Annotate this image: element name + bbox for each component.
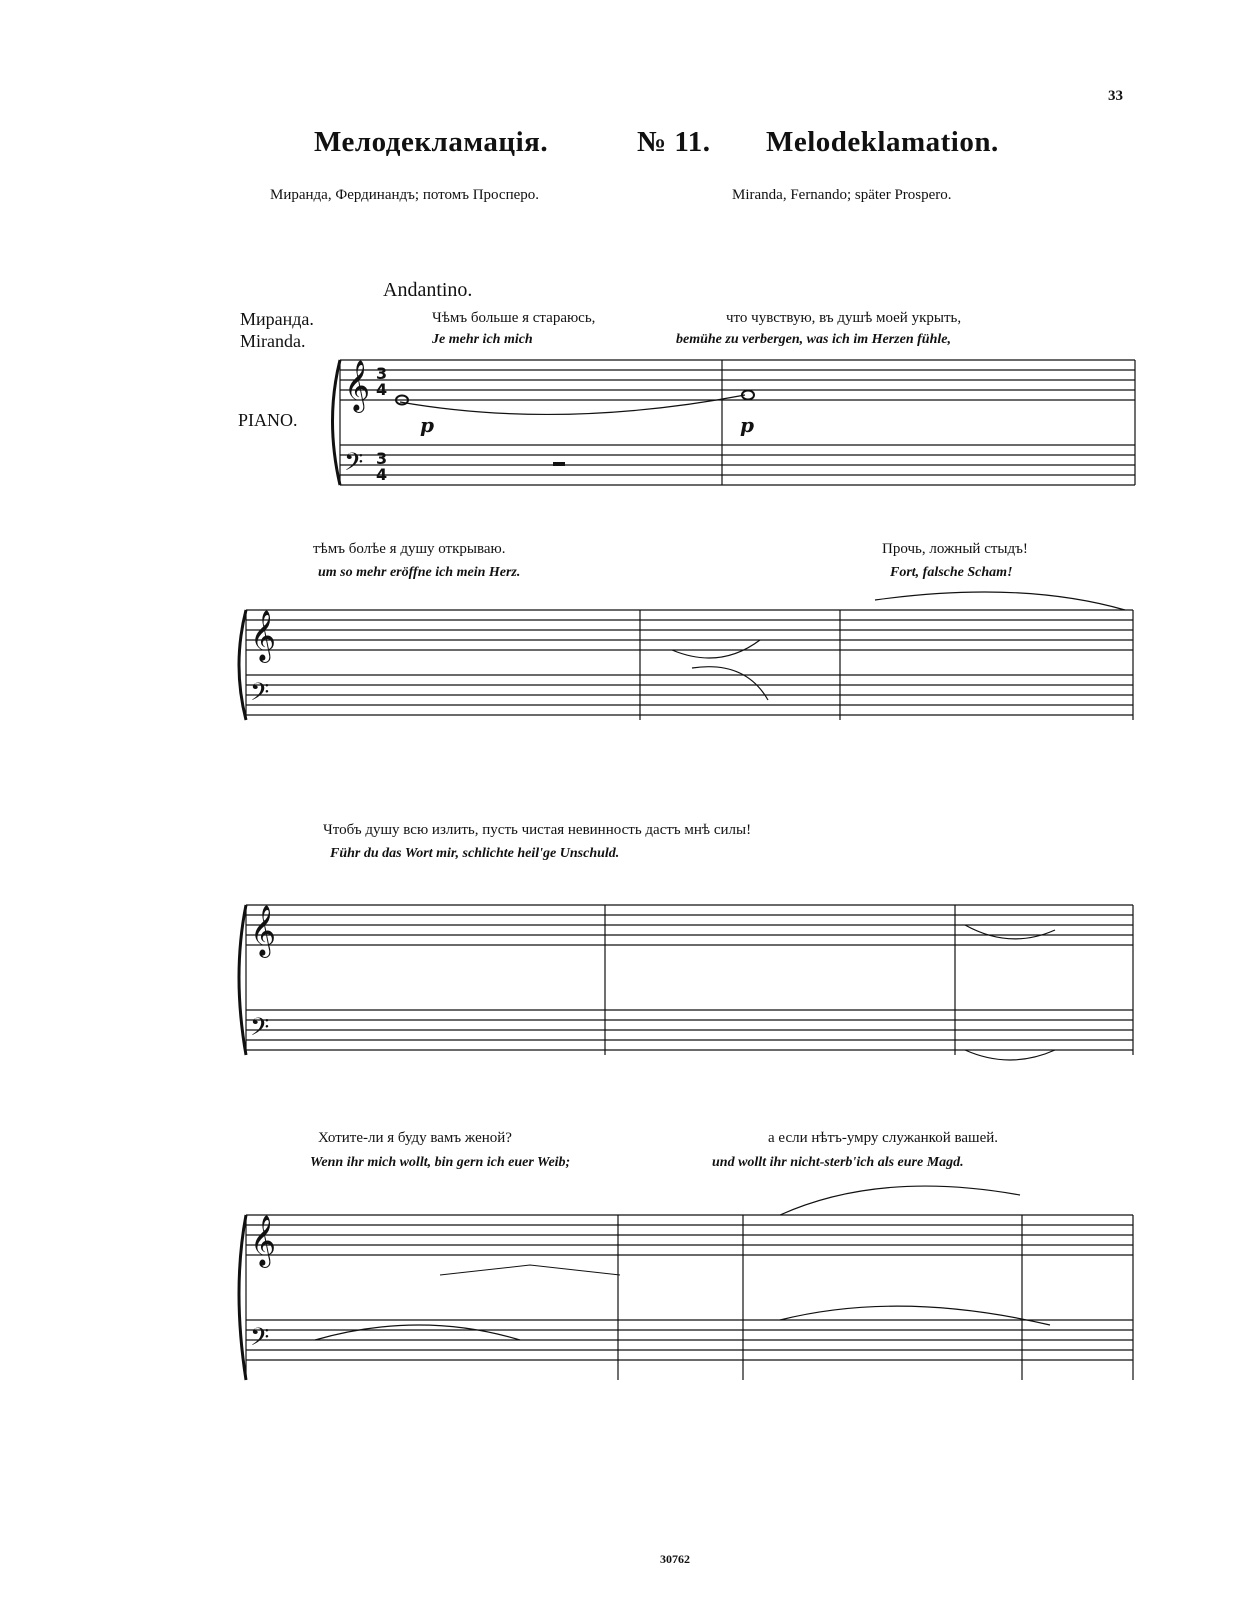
lyric-ru: а если нѣтъ-умру служанкой вашей. [768,1130,999,1146]
svg-text:p: p [740,413,754,437]
lyric-de: bemühe zu verbergen, was ich im Herzen fühle, [676,332,951,347]
svg-text:3: 3 [376,449,388,468]
lyric-de: und wollt ihr nicht-sterb'ich als eure Magd. [712,1155,964,1170]
characters-german: Miranda, Fernando; später Prospero. [732,187,952,203]
system-1 [333,360,1136,485]
svg-text:𝄞: 𝄞 [250,905,277,956]
system-3 [239,905,1133,1060]
role-german: Miranda. [240,331,306,351]
svg-text:𝄞: 𝄞 [344,360,371,411]
tempo-marking: Andantino. [383,279,473,301]
lyric-ru: Чтобъ душу всю излить, пусть чистая невинность дастъ мнѣ силы! [323,822,752,838]
lyric-ru: Хотите-ли я буду вамъ женой? [318,1130,512,1146]
svg-text:𝄢: 𝄢 [344,448,364,483]
system-4 [239,1186,1133,1380]
svg-text:p: p [420,413,434,437]
lyric-de: Fort, falsche Scham! [890,565,1013,580]
plate-number: 30762 [660,1552,690,1566]
svg-text:3: 3 [376,364,388,383]
svg-text:4: 4 [376,380,388,399]
svg-text:𝄢: 𝄢 [250,1323,270,1358]
svg-text:4: 4 [376,465,388,484]
lyric-de: um so mehr eröffne ich mein Herz. [318,565,521,580]
page-number: 33 [1108,88,1123,104]
lyric-ru: Прочь, ложный стыдъ! [882,541,1028,557]
lyric-ru: тѣмъ болѣе я душу открываю. [313,541,506,557]
title-russian: Мелодекламація. [314,126,549,158]
lyric-de: Wenn ihr mich wollt, bin gern ich euer Weib; [310,1155,571,1170]
role-russian: Миранда. [240,309,314,329]
lyric-de: Führ du das Wort mir, schlichte heil'ge Unschuld. [330,846,620,861]
lyric-ru: Чѣмъ больше я стараюсь, [432,310,596,326]
lyric-de: Je mehr ich mich [432,332,533,347]
lyric-ru: что чувствую, въ душѣ моей укрыть, [726,310,962,326]
system-2 [239,592,1133,720]
svg-text:𝄞: 𝄞 [250,610,277,661]
title-german: Melodeklamation. [766,126,999,158]
svg-text:𝄢: 𝄢 [250,1013,270,1048]
svg-text:𝄢: 𝄢 [250,678,270,713]
instrument-label: PIANO. [238,410,298,430]
svg-text:𝄞: 𝄞 [250,1215,277,1266]
piece-number: № 11. [637,126,711,158]
characters-russian: Миранда, Фердинандъ; потомъ Просперо. [270,187,540,203]
